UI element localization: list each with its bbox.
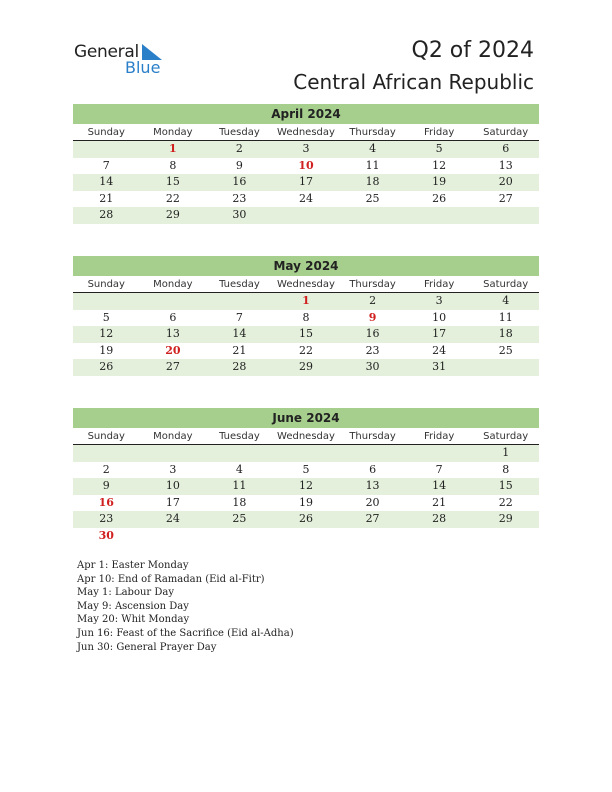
day-cell: 23 <box>73 511 140 528</box>
weekday-header: Wednesday <box>273 428 340 445</box>
day-cell: 11 <box>365 158 380 172</box>
day-cell: 3 <box>169 462 177 476</box>
day-cell: 21 <box>432 495 447 509</box>
day-cell: 1 <box>472 445 539 462</box>
day-cell: 4 <box>339 141 406 158</box>
day-cell: 22 <box>298 343 313 357</box>
country-name: Central African Republic <box>293 70 534 94</box>
day-cell: 23 <box>232 191 247 205</box>
holiday-note: May 20: Whit Monday <box>77 614 190 626</box>
holiday-day-cell: 1 <box>273 293 340 310</box>
calendar-grid <box>73 276 539 376</box>
day-cell: 21 <box>232 343 247 357</box>
day-cell: 26 <box>273 511 340 528</box>
weekday-header: Tuesday <box>206 276 273 293</box>
empty-day-cell <box>339 528 406 545</box>
empty-day-cell <box>339 445 406 462</box>
empty-day-cell <box>472 207 539 224</box>
holiday-note: May 1: Labour Day <box>77 587 174 599</box>
month-calendar-may <box>73 256 539 376</box>
day-cell: 6 <box>472 141 539 158</box>
holiday-day-cell: 20 <box>165 343 181 357</box>
holiday-day-cell: 10 <box>298 158 314 172</box>
day-cell: 12 <box>432 158 447 172</box>
day-cell: 15 <box>472 478 539 495</box>
day-cell: 14 <box>73 174 140 191</box>
holiday-day-cell: 30 <box>98 528 114 542</box>
page-title: Q2 of 2024 <box>411 38 534 63</box>
day-cell: 27 <box>140 359 207 376</box>
weekday-header: Saturday <box>472 124 539 141</box>
day-cell: 17 <box>406 326 473 343</box>
empty-day-cell <box>406 207 473 224</box>
day-cell: 7 <box>102 158 110 172</box>
day-cell: 10 <box>432 310 447 324</box>
day-cell: 27 <box>339 511 406 528</box>
day-cell: 16 <box>339 326 406 343</box>
weekday-header: Friday <box>406 428 473 445</box>
month-header: April 2024 <box>73 104 539 124</box>
weekday-header: Tuesday <box>206 428 273 445</box>
day-cell: 2 <box>102 462 110 476</box>
day-cell: 9 <box>73 478 140 495</box>
logo-text-blue: Blue <box>125 58 161 77</box>
day-cell: 6 <box>169 310 177 324</box>
day-cell: 15 <box>273 326 340 343</box>
empty-day-cell <box>73 293 140 310</box>
day-cell: 17 <box>165 495 180 509</box>
day-cell: 2 <box>206 141 273 158</box>
day-cell: 20 <box>472 174 539 191</box>
weekday-header: Monday <box>140 428 207 445</box>
empty-day-cell <box>472 359 539 376</box>
day-cell: 20 <box>365 495 380 509</box>
weekday-header: Wednesday <box>273 124 340 141</box>
weekday-header: Saturday <box>472 428 539 445</box>
day-cell: 5 <box>302 462 310 476</box>
day-cell: 28 <box>206 359 273 376</box>
weekday-header: Friday <box>406 124 473 141</box>
day-cell: 14 <box>206 326 273 343</box>
day-cell: 4 <box>235 462 243 476</box>
day-cell: 23 <box>365 343 380 357</box>
weekday-header: Friday <box>406 276 473 293</box>
day-cell: 11 <box>206 478 273 495</box>
day-cell: 18 <box>232 495 247 509</box>
empty-day-cell <box>73 141 140 158</box>
month-calendar-april <box>73 104 539 224</box>
day-cell: 19 <box>406 174 473 191</box>
day-cell: 4 <box>472 293 539 310</box>
holiday-day-cell: 16 <box>98 495 114 509</box>
weekday-header: Monday <box>140 276 207 293</box>
calendar-grid <box>73 124 539 224</box>
day-cell: 24 <box>140 511 207 528</box>
day-cell: 13 <box>140 326 207 343</box>
empty-day-cell <box>406 445 473 462</box>
day-cell: 8 <box>502 462 510 476</box>
day-cell: 7 <box>435 462 443 476</box>
weekday-header: Saturday <box>472 276 539 293</box>
day-cell: 22 <box>498 495 513 509</box>
day-cell: 31 <box>406 359 473 376</box>
day-cell: 25 <box>365 191 380 205</box>
day-cell: 25 <box>498 343 513 357</box>
day-cell: 6 <box>369 462 377 476</box>
month-header: May 2024 <box>73 256 539 276</box>
holiday-note: Jun 30: General Prayer Day <box>77 641 217 653</box>
day-cell: 19 <box>298 495 313 509</box>
day-cell: 30 <box>339 359 406 376</box>
empty-day-cell <box>339 207 406 224</box>
day-cell: 16 <box>206 174 273 191</box>
weekday-header: Thursday <box>339 276 406 293</box>
holiday-day-cell: 1 <box>140 141 207 158</box>
empty-day-cell <box>140 528 207 545</box>
calendar-grid <box>73 428 539 544</box>
day-cell: 18 <box>472 326 539 343</box>
weekday-header: Thursday <box>339 124 406 141</box>
holiday-notes <box>77 559 294 654</box>
empty-day-cell <box>273 207 340 224</box>
day-cell: 13 <box>339 478 406 495</box>
day-cell: 13 <box>498 158 513 172</box>
holiday-note: Apr 10: End of Ramadan (Eid al-Fitr) <box>77 573 265 585</box>
weekday-header: Sunday <box>73 276 140 293</box>
weekday-header: Sunday <box>73 124 140 141</box>
weekday-header: Thursday <box>339 428 406 445</box>
day-cell: 12 <box>273 478 340 495</box>
day-cell: 17 <box>273 174 340 191</box>
empty-day-cell <box>472 528 539 545</box>
day-cell: 28 <box>406 511 473 528</box>
day-cell: 19 <box>99 343 114 357</box>
day-cell: 11 <box>498 310 513 324</box>
day-cell: 27 <box>498 191 513 205</box>
day-cell: 8 <box>302 310 310 324</box>
day-cell: 15 <box>140 174 207 191</box>
empty-day-cell <box>273 528 340 545</box>
day-cell: 28 <box>73 207 140 224</box>
empty-day-cell <box>273 445 340 462</box>
holiday-note: Jun 16: Feast of the Sacrifice (Eid al-Adha) <box>77 627 294 639</box>
day-cell: 7 <box>235 310 243 324</box>
empty-day-cell <box>406 528 473 545</box>
day-cell: 29 <box>472 511 539 528</box>
empty-day-cell <box>73 445 140 462</box>
day-cell: 14 <box>406 478 473 495</box>
day-cell: 9 <box>235 158 243 172</box>
empty-day-cell <box>140 293 207 310</box>
weekday-header: Monday <box>140 124 207 141</box>
holiday-day-cell: 9 <box>368 310 377 324</box>
brand-logo <box>74 42 174 78</box>
day-cell: 12 <box>73 326 140 343</box>
day-cell: 30 <box>206 207 273 224</box>
day-cell: 5 <box>102 310 110 324</box>
day-cell: 10 <box>140 478 207 495</box>
empty-day-cell <box>140 445 207 462</box>
day-cell: 8 <box>169 158 177 172</box>
day-cell: 21 <box>99 191 114 205</box>
day-cell: 26 <box>73 359 140 376</box>
day-cell: 24 <box>298 191 313 205</box>
weekday-header: Sunday <box>73 428 140 445</box>
month-header: June 2024 <box>73 408 539 428</box>
empty-day-cell <box>206 528 273 545</box>
day-cell: 22 <box>165 191 180 205</box>
holiday-note: May 9: Ascension Day <box>77 600 189 612</box>
day-cell: 18 <box>339 174 406 191</box>
day-cell: 3 <box>406 293 473 310</box>
day-cell: 29 <box>273 359 340 376</box>
day-cell: 26 <box>432 191 447 205</box>
logo-text-general: General <box>74 42 139 62</box>
weekday-header: Wednesday <box>273 276 340 293</box>
day-cell: 24 <box>432 343 447 357</box>
day-cell: 29 <box>140 207 207 224</box>
day-cell: 5 <box>406 141 473 158</box>
month-calendar-june <box>73 408 539 544</box>
day-cell: 3 <box>273 141 340 158</box>
weekday-header: Tuesday <box>206 124 273 141</box>
empty-day-cell <box>206 445 273 462</box>
empty-day-cell <box>206 293 273 310</box>
holiday-note: Apr 1: Easter Monday <box>77 560 189 571</box>
day-cell: 25 <box>206 511 273 528</box>
day-cell: 2 <box>339 293 406 310</box>
